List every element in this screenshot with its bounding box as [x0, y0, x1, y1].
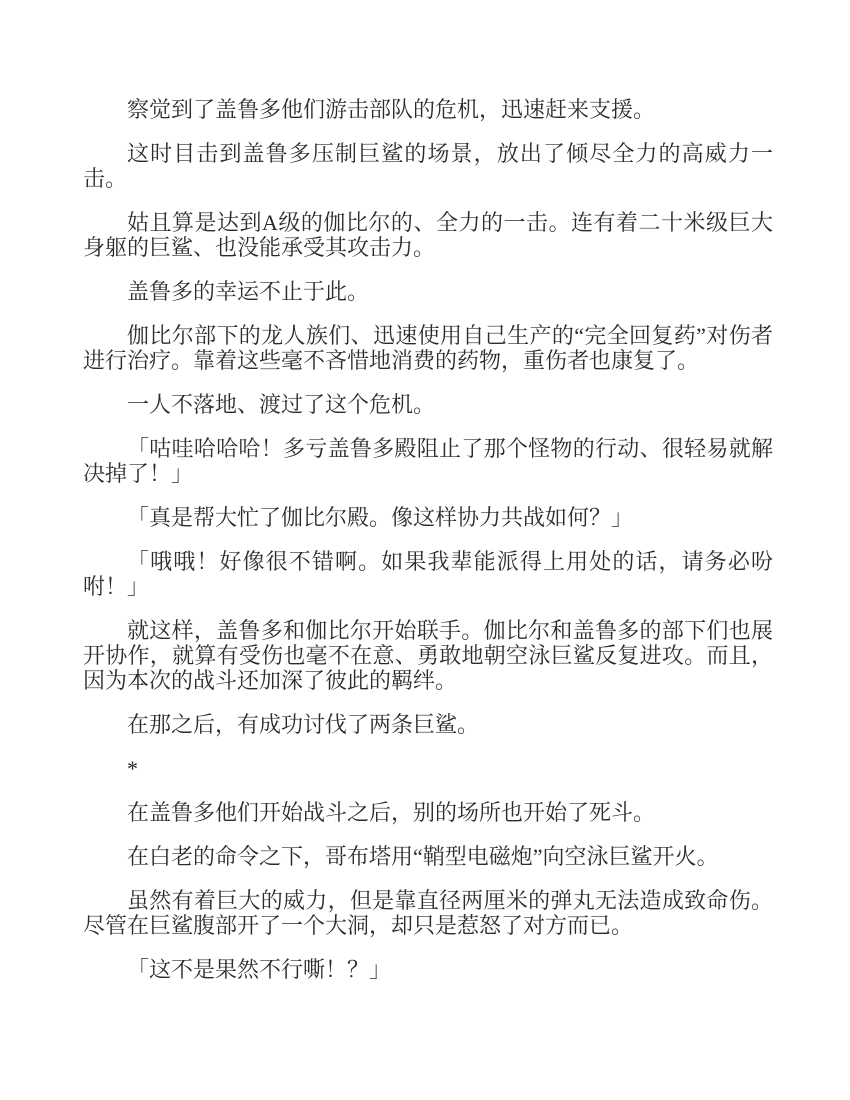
- dialogue-paragraph: 「咕哇哈哈哈！多亏盖鲁多殿阻止了那个怪物的行动、很轻易就解决掉了！」: [83, 436, 773, 486]
- paragraph: 一人不落地、渡过了这个危机。: [127, 392, 436, 417]
- paragraph: 察觉到了盖鲁多他们游击部队的危机，迅速赶来支援。: [127, 97, 656, 122]
- novel-text-content: [83, 97, 773, 982]
- paragraph: 在盖鲁多他们开始战斗之后，别的场所也开始了死斗。: [127, 800, 656, 825]
- dialogue-paragraph: 「这不是果然不行嘶！？」: [127, 957, 392, 982]
- paragraph: 姑且算是达到A级的伽比尔的、全力的一击。连有着二十米级巨大身躯的巨鲨、也没能承受其攻击力。: [83, 210, 773, 260]
- dialogue-paragraph: 「哦哦！好像很不错啊。如果我辈能派得上用处的话，请务必吩咐！」: [83, 549, 773, 599]
- paragraph: 盖鲁多的幸运不止于此。: [127, 279, 370, 304]
- paragraph: 在那之后，有成功讨伐了两条巨鲨。: [127, 712, 480, 737]
- paragraph: 在白老的命令之下，哥布塔用“鞘型电磁炮”向空泳巨鲨开火。: [127, 844, 719, 869]
- dialogue-paragraph: 「真是帮大忙了伽比尔殿。像这样协力共战如何？」: [127, 505, 634, 530]
- paragraph: 伽比尔部下的龙人族们、迅速使用自己生产的“完全回复药”对伤者进行治疗。靠着这些毫不吝惜地消费的药物，重伤者也康复了。: [83, 323, 773, 373]
- scene-break-marker: *: [127, 756, 138, 781]
- paragraph: 这时目击到盖鲁多压制巨鲨的场景，放出了倾尽全力的高威力一击。: [83, 141, 773, 191]
- paragraph: 就这样，盖鲁多和伽比尔开始联手。伽比尔和盖鲁多的部下们也展开协作，就算有受伤也毫不在意、勇敢地朝空泳巨鲨反复进攻。而且，因为本次的战斗还加深了彼此的羁绊。: [83, 618, 773, 693]
- paragraph: 虽然有着巨大的威力，但是靠直径两厘米的弹丸无法造成致命伤。尽管在巨鲨腹部开了一个大洞，却只是惹怒了对方而已。: [83, 888, 773, 938]
